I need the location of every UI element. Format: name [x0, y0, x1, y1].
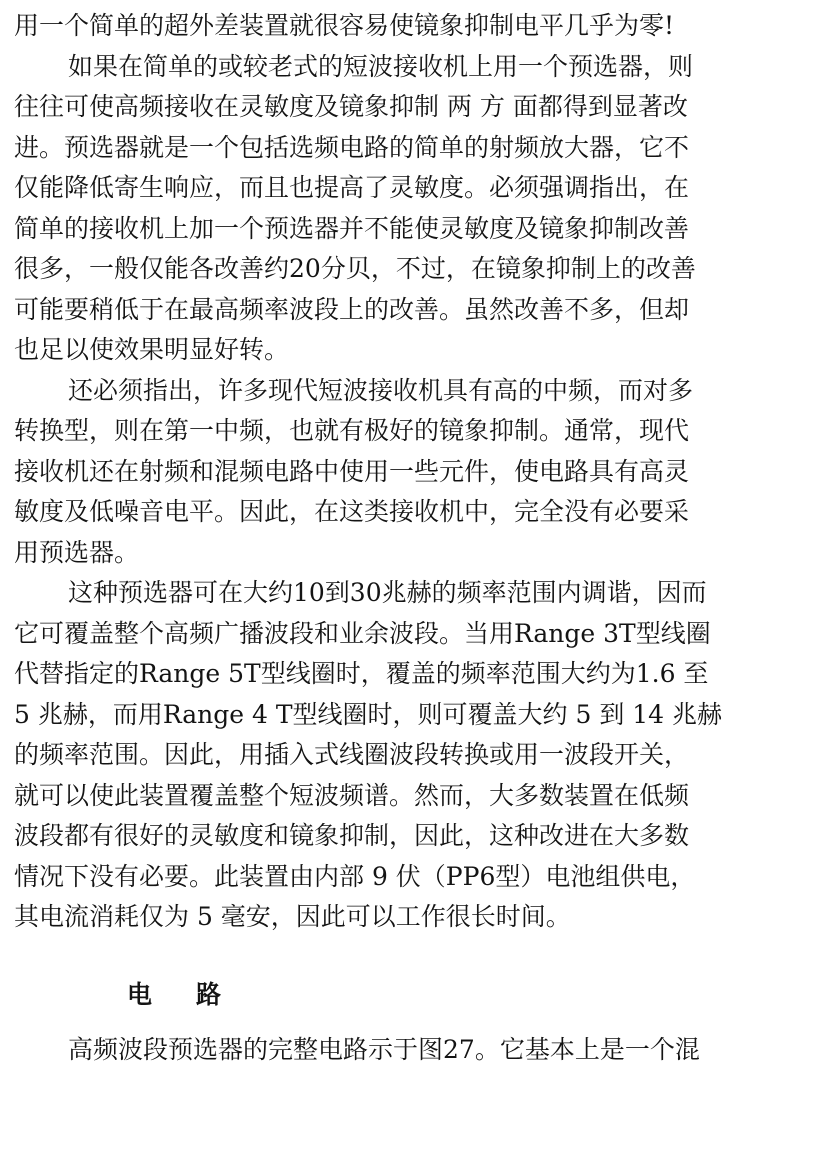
text-line: 还必须指出，许多现代短波接收机具有高的中频，而对多	[68, 375, 694, 405]
text-line: 的频率范围。因此，用插入式线圈波段转换或用一波段开关，	[14, 740, 690, 769]
text-line: 代替指定的Range 5T型线圈时，覆盖的频率范围大约为1.6 至	[14, 659, 709, 688]
text-line: 它可覆盖整个高频广播波段和业余波段。当用Range 3T型线圈	[14, 618, 711, 648]
text-line: 也足以使效果明显好转。	[14, 335, 290, 364]
text-line: 其电流消耗仅为 5 毫安，因此可以工作很长时间。	[14, 902, 571, 931]
paragraph	[14, 6, 814, 47]
text-line: 很多，一般仅能各改善约20分贝，不过，在镜象抑制上的改善	[14, 254, 696, 283]
text-line: 往往可使高频接收在灵敏度及镜象抑制 两 方 面都得到显著改	[14, 92, 688, 121]
text-line: 可能要稍低于在最高频率波段上的改善。虽然改善不多，但却	[14, 294, 690, 324]
text-line: 就可以使此装置覆盖整个短波频谱。然而，大多数装置在低频	[14, 780, 690, 810]
section-heading: 电路	[127, 979, 266, 1009]
text-line: 转换型，则在第一中频，也就有极好的镜象抑制。通常，现代	[14, 416, 690, 445]
text-line: 仅能降低寄生响应，而且也提高了灵敏度。必须强调指出，在	[14, 173, 690, 202]
text-line: 进。预选器就是一个包括选频电路的简单的射频放大器，它不	[14, 132, 690, 162]
text-line: 高频波段预选器的完整电路示于图27。它基本上是一个混	[68, 1034, 700, 1064]
paragraph	[14, 371, 814, 574]
text-line: 简单的接收机上加一个预选器并不能使灵敏度及镜象抑制改善	[14, 213, 690, 243]
heading-spacer	[14, 1022, 814, 1030]
text-line: 这种预选器可在大约10到30兆赫的频率范围内调谐，因而	[68, 578, 707, 607]
text-line: 情况下没有必要。此装置由内部 9 伏（PP6型）电池组供电，	[14, 861, 696, 891]
text-line: 接收机还在射频和混频电路中使用一些元件，使电路具有高灵	[14, 456, 690, 486]
text-line: 用预选器。	[14, 537, 140, 567]
paragraph	[14, 573, 814, 938]
document-page	[14, 6, 814, 1146]
section-spacer	[14, 938, 814, 968]
text-line: 如果在简单的或较老式的短波接收机上用一个预选器，则	[68, 51, 694, 81]
paragraph	[14, 1030, 814, 1071]
text-line: 用一个简单的超外差装置就很容易使镜象抑制电平几乎为零!	[14, 11, 675, 40]
paragraph	[14, 47, 814, 371]
text-line: 5 兆赫，而用Range 4 T型线圈时，则可覆盖大约 5 到 14 兆赫	[14, 699, 723, 729]
text-line: 敏度及低噪音电平。因此，在这类接收机中，完全没有必要采	[14, 497, 690, 526]
text-line: 波段都有很好的灵敏度和镜象抑制，因此，这种改进在大多数	[14, 821, 690, 850]
